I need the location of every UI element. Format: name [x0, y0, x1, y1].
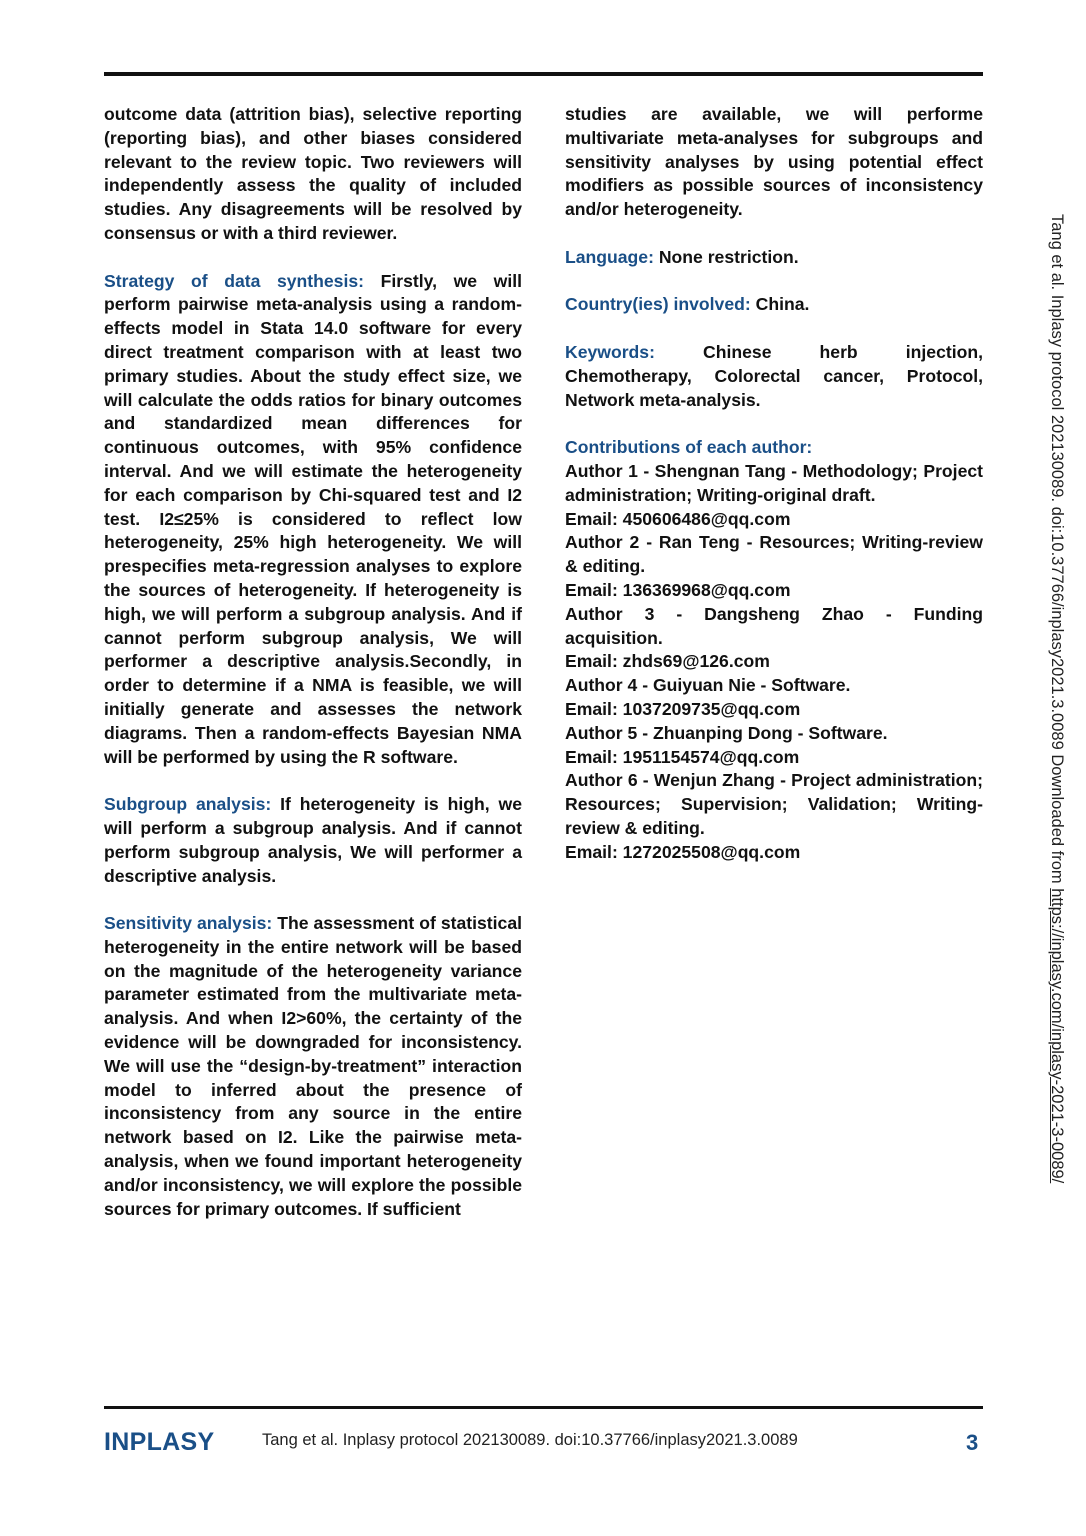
author-1-line: Author 1 - Shengnan Tang - Methodology; Project administration; Writing-original draft. — [565, 460, 983, 505]
risk-of-bias-continuation: outcome data (attrition bias), selective reporting (reporting bias), and other biases considered relevant to the review topic. Two reviewers will independently assess the quality of included studies. Any disagreements will be resolved by consensus or with a third reviewer. — [104, 104, 522, 243]
subgroup-section — [104, 793, 522, 888]
author-4-email: Email: 1037209735@qq.com — [565, 698, 801, 719]
subgroup-label: Subgroup analysis: — [104, 794, 272, 815]
top-rule — [104, 72, 983, 76]
keywords-text: Chinese herb injection, Chemotherapy, Colorectal cancer, Protocol, Network meta-analysis. — [565, 341, 983, 410]
contributions-label: Contributions of each author: — [565, 437, 813, 458]
strategy-section — [104, 270, 522, 770]
inplasy-logo: INPLASY — [104, 1428, 215, 1456]
country-text: China. — [750, 294, 810, 315]
sensitivity-label: Sensitivity analysis: — [104, 913, 273, 934]
language-label: Language: — [565, 246, 654, 267]
bottom-rule — [104, 1406, 983, 1409]
keywords-section — [565, 341, 983, 412]
vertical-download-note — [1045, 214, 1069, 1314]
author-3-line: Author 3 - Dangsheng Zhao - Funding acquisition. — [565, 603, 983, 648]
left-column — [104, 103, 522, 1245]
right-column — [565, 103, 983, 865]
author-2-email: Email: 136369968@qq.com — [565, 579, 791, 600]
author-2-line: Author 2 - Ran Teng - Resources; Writing-review & editing. — [565, 532, 983, 577]
inplasy-download-link[interactable]: https://inplasy.com/inplasy-2021-3-0089/ — [1048, 888, 1066, 1184]
strategy-text: Firstly, we will perform pairwise meta-analysis using a random-effects model in Stata 14.0 software for every direct treatment comparison with at least two primary studies. About the study effect size, we will calculate the odds ratios for binary outcomes and standardized mean differences for continuous outcomes, with 95% confidence interval. And we will estimate the heterogeneity for each comparison by Chi-squared test and I2 test. I2≤25% is considered to reflect low heterogeneity, 25% high heterogeneity. We will prespecifies meta-regression analyses to explore the sources of heterogeneity. If heterogeneity is high, we will perform a subgroup analysis. And if cannot perform subgroup analysis, We will performer a descriptive analysis.Secondly, in order to determine if a NMA is feasible, we will initially generate and assesses the network diagrams. Then a random-effects Bayesian NMA will be performed by using the R software. — [104, 270, 522, 767]
keywords-label: Keywords: — [565, 341, 655, 362]
footer-citation: Tang et al. Inplasy protocol 202130089. doi:10.37766/inplasy2021.3.0089 — [262, 1431, 798, 1449]
country-label: Country(ies) involved: — [565, 294, 751, 315]
page-number: 3 — [966, 1430, 979, 1455]
author-1-email: Email: 450606486@qq.com — [565, 508, 791, 529]
language-section — [565, 246, 983, 270]
country-section — [565, 293, 983, 317]
sensitivity-text: The assessment of statistical heterogeneity in the entire network will be based on the magnitude of the heterogeneity variance parameter estimated from the multivariate meta-analysis. And when I2>60%, the certainty of the evidence will be downgraded for inconsistency. We will use the “design-by-treatment” interaction model to inferred about the presence of inconsistency from any source in the entire network based on I2. Like the pairwise meta-analysis, when we found important heterogeneity and/or inconsistency, we will explore the possible sources for primary outcomes. If sufficient — [104, 913, 522, 1219]
author-3-email: Email: zhds69@126.com — [565, 651, 770, 672]
author-5-line: Author 5 - Zhuanping Dong - Software. — [565, 722, 888, 743]
author-6-email: Email: 1272025508@qq.com — [565, 841, 801, 862]
author-6-line: Author 6 - Wenjun Zhang - Project administration; Resources; Supervision; Validation; Writing-review & editing. — [565, 770, 983, 838]
contributions-section — [565, 436, 983, 864]
strategy-label: Strategy of data synthesis: — [104, 270, 364, 291]
language-text: None restriction. — [653, 246, 799, 267]
author-4-line: Author 4 - Guiyuan Nie - Software. — [565, 675, 851, 696]
subgroup-text: If heterogeneity is high, we will perform a subgroup analysis. And if cannot perform subgroup analysis, We will performer a descriptive analysis. — [104, 794, 522, 886]
sensitivity-continuation: studies are available, we will performe multivariate meta-analyses for subgroups and sensitivity analyses by using potential effect modifiers as possible sources of inconsistency and/or heterogeneity. — [565, 104, 983, 220]
author-5-email: Email: 1951154574@qq.com — [565, 746, 800, 767]
sensitivity-section — [104, 912, 522, 1221]
vertical-note-text: Tang et al. Inplasy protocol 202130089. doi:10.37766/inplasy2021.3.0089 Downloaded from — [1048, 214, 1066, 889]
